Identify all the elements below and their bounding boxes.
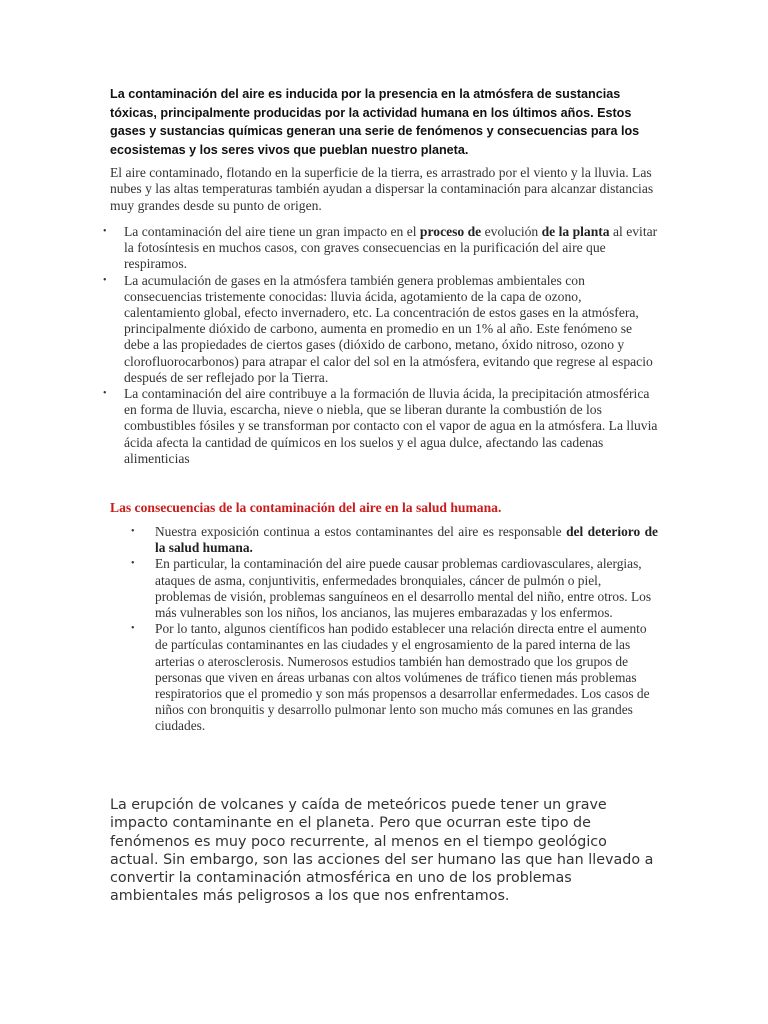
list-item-bold: de la planta [541,224,610,239]
list-item [131,524,658,556]
list-item-text: La acumulación de gases en la atmósfera también genera problemas ambientales con consecuencias tristemente conocidas: lluvia ácida, agotamiento de la capa de ozono, calentamiento global, efecto invernadero, etc. La concentración de estos gases en la atmósfera, principalmente dióxido de carbono, aumenta en promedio en un 1% al año. Este fenómeno se debe a las propiedades de ciertos gases (dióxido de carbono, metano, óxido nitroso, ozono y clorofluorocarbonos) para atrapar el calor del sol en la atmósfera, evitando que regrese al espacio después de ser reflejado por la Tierra. [124,272,653,385]
list-item-bold: del deterioro de la salud humana. [155,524,658,556]
bullet-icon: • [131,558,135,570]
list-item-text: Por lo tanto, algunos científicos han podido establecer una relación directa entre el aumento de partículas contaminantes en las ciudades y el engrosamiento de la pared interna de las arterias o aterosclerosis. Numerosos estudios también han demostrado que los grupos de personas que viven en áreas urbanas con altos volúmenes de tráfico tienen más problemas respiratorios que el promedio y son más propensos a desarrollar enfermedades. Los casos de niños con bronquitis y desarrollo pulmonar lento son mucho más comunes en las grandes ciudades. [155,621,650,734]
list-item-text: La contaminación del aire tiene un gran impacto en el [124,224,420,239]
bullet-icon: • [103,274,107,286]
health-list [131,524,658,735]
list-item-text: al evitar la fotosíntesis en muchos casos, con graves consecuencias en la purificación del aire que respiramos. [124,224,658,272]
bullet-icon: • [131,526,135,537]
paragraph-dispersion: El aire contaminado, flotando en la superficie de la tierra, es arrastrado por el viento y la lluvia. Las nubes y las altas temperaturas también ayudan a dispersar la contaminación para alcanzar distancias muy grandes desde su punto de origen. [110,165,654,213]
list-item-text: En particular, la contaminación del aire puede causar problemas cardiovasculares, alergias, ataques de asma, conjuntivitis, enfermedades bronquiales, cáncer de pulmón o piel, problemas de visión, problemas sanguíneos en el desarrollo mental del niño, entre otros. Los más vulnerables son los niños, los ancianos, las mujeres embarazadas y los enfermos. [155,556,652,621]
list-item-text: La contaminación del aire contribuye a la formación de lluvia ácida, la precipitación atmosférica en forma de lluvia, escarcha, nieve o niebla, que se liberan durante la combustión de los combustibles fósiles y se transforman por contacto con el vapor de agua en la atmósfera. La lluvia ácida afecta la cantidad de químicos en los suelos y el agua dulce, afectando las cadenas alimenticias [124,386,658,466]
health-heading: Las consecuencias de la contaminación del aire en la salud humana. [110,500,502,515]
bullet-icon: • [103,388,107,400]
list-item-text: evolución [481,224,542,239]
intro-paragraph: La contaminación del aire es inducida por la presencia en la atmósfera de sustancias tóxicas, principalmente producidas por la actividad humana en los últimos años. Estos gases y sustancias químicas generan una serie de fenómenos y consecuencias para los ecosistemas y los seres vivos que pueblan nuestro planeta. [110,87,640,157]
list-item-bold: proceso de [419,224,482,239]
closing-paragraph: La erupción de volcanes y caída de meteóricos puede tener un grave impacto contaminante en el planeta. Pero que ocurran este tipo de fenómenos es muy poco recurrente, al menos en el tiempo geológico actual. Sin embargo, son las acciones del ser humano las que han llevado a convertir la contaminación atmosférica en uno de los problemas ambientales más peligrosos a los que nos enfrentamos. [110,797,654,905]
list-item-text: Nuestra exposición continua a estos contaminantes del aire es responsable [155,524,567,539]
list-item [103,224,658,273]
bullet-icon: • [131,623,135,635]
bullet-icon: • [103,226,107,237]
effects-list [103,224,658,467]
list-item [131,556,658,621]
list-item [103,272,658,386]
list-item [131,621,658,734]
list-item [103,386,658,467]
